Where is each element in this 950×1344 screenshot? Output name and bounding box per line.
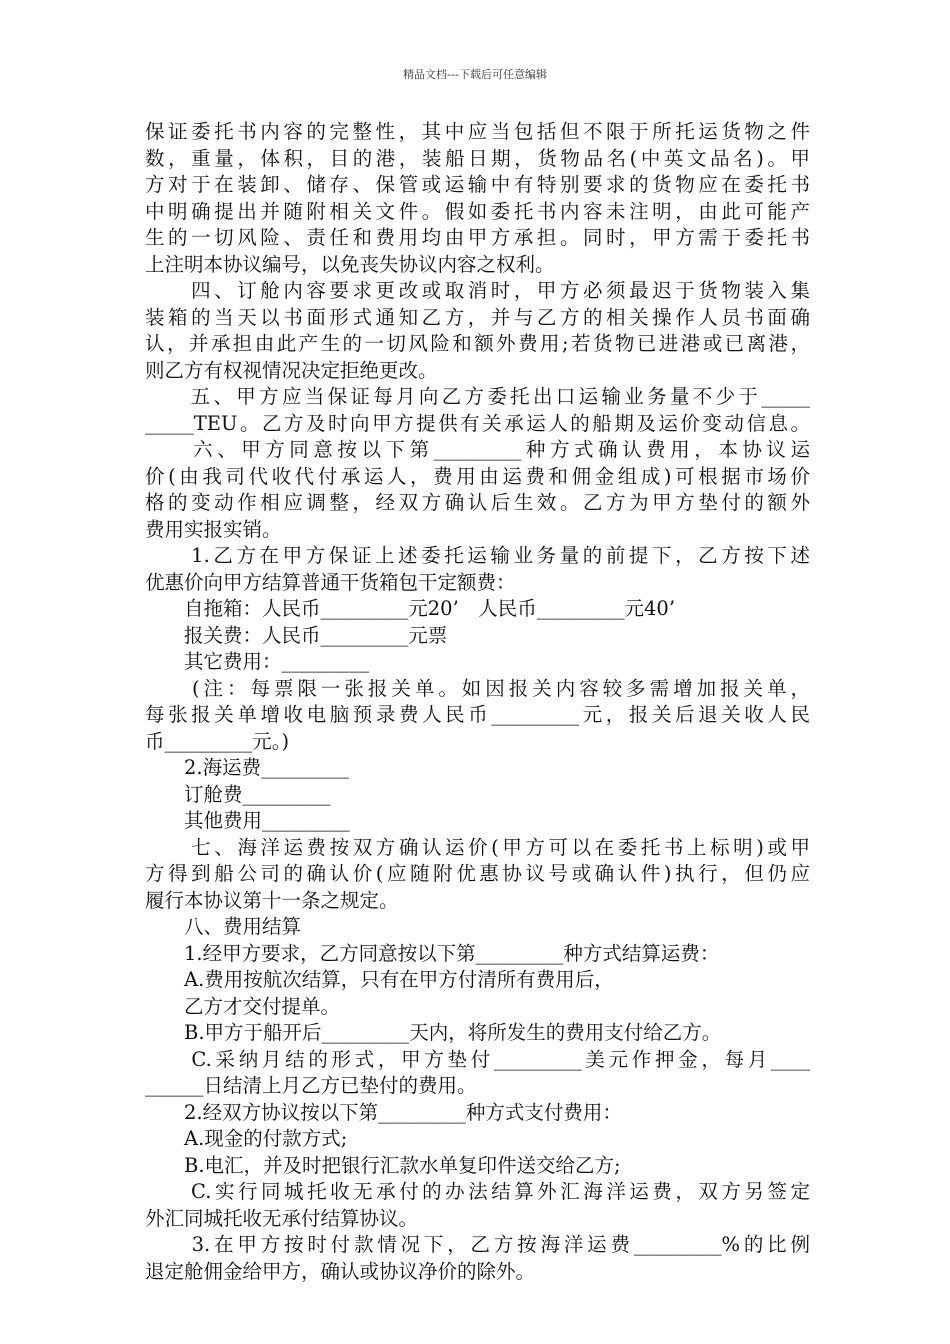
text-line: 方对于在装卸、储存、保管或运输中有特别要求的货物应在委托书 [145,173,810,196]
text-line: 1.乙方在甲方保证上述委托运输业务量的前提下，乙方按下述 [145,544,810,567]
text-line: 价(由我司代收代付承运人，费用由运费和佣金组成)可根据市场价 [145,464,810,488]
text-line: 格的变动作相应调整，经双方确认后生效。乙方为甲方垫付的额外 [145,491,810,514]
text-line: 四、订舱内容要求更改或取消时，甲方必须最迟于货物装入集 [145,279,810,302]
text-line: 五、甲方应当保证每月向乙方委托出口运输业务量不少于_____ [145,385,810,408]
text-line: 保证委托书内容的完整性，其中应当包括但不限于所托运货物之件 [145,120,810,143]
text-line: 则乙方有权视情况决定拒绝更改。 [145,358,438,382]
text-line: ______日结清上月乙方已垫付的费用。 [145,1074,477,1097]
text-line: (注：每票限一张报关单。如因报关内容较多需增加报关单， [145,676,810,700]
page-header: 精品文档---下载后可任意编辑 [403,68,547,81]
text-line: 3.在甲方按时付款情况下，乙方按海洋运费_________%的比例 [145,1233,810,1256]
text-line: 报关费：人民币_________元票 [145,623,448,647]
text-line: B.电汇，并及时把银行汇款水单复印件送交给乙方; [145,1153,621,1177]
text-line: 每张报关单增收电脑预录费人民币_________元，报关后退关收人民 [145,703,810,726]
text-line: 履行本协议第十一条之规定。 [145,888,399,912]
text-line: B.甲方于船开后_________天内，将所发生的费用支付给乙方。 [145,1021,722,1044]
text-line: 外汇同城托收无承付结算协议。 [145,1206,419,1230]
text-line: 费用实报实销。 [145,517,282,541]
text-line: A.费用按航次结算，只有在甲方付清所有费用后， [145,968,614,991]
text-line: 自拖箱：人民币_________元20’ 人民币_________元40’ [145,597,676,620]
text-line: 八、费用结算 [145,915,302,938]
text-line: 1.经甲方要求，乙方同意按以下第_________种方式结算运费： [145,941,720,965]
text-line: _____TEU。乙方及时向甲方提供有关承运人的船期及运价变动信息。 [145,411,810,435]
text-line: 币_________元。) [145,729,290,753]
text-line: 装箱的当天以书面形式通知乙方，并与乙方的相关操作人员书面确 [145,305,810,329]
text-line: 方得到船公司的确认价(应随附优惠协议号或确认件)执行，但仍应 [145,862,810,885]
text-line: 中明确提出并随附相关文件。假如委托书内容未注明，由此可能产 [145,199,810,223]
text-line: 其它费用：_________ [145,650,370,673]
text-line: 其他费用_________ [145,809,350,832]
text-line: 七、海洋运费按双方确认运价(甲方可以在委托书上标明)或甲 [145,835,810,859]
text-line: 六、甲方同意按以下第_________种方式确认费用，本协议运 [145,438,810,461]
text-line: A.现金的付款方式; [145,1127,348,1150]
text-line: C.实行同城托收无承付的办法结算外汇海洋运费，双方另签定 [145,1180,810,1203]
text-line: 数，重量，体积，目的港，装船日期，货物品名(中英文品名)。甲 [145,146,810,170]
text-line: 订舱费_________ [145,782,331,806]
text-line: C.采纳月结的形式，甲方垫付_________美元作押金，每月____ [145,1047,810,1071]
text-line: 生的一切风险、责任和费用均由甲方承担。同时，甲方需于委托书 [145,226,810,249]
text-line: 优惠价向甲方结算普通干货箱包干定额费： [145,570,516,594]
text-line: 退定舱佣金给甲方，确认或协议净价的除外。 [145,1259,536,1283]
text-line: 2.海运费_________ [145,756,349,779]
document-body [145,119,810,1285]
text-line: 认，并承担由此产生的一切风险和额外费用;若货物已进港或已离港， [145,332,810,355]
text-line: 2.经双方协议按以下第_________种方式支付费用： [145,1100,622,1124]
text-line: 上注明本协议编号，以免丧失协议内容之权利。 [145,252,555,276]
text-line: 乙方才交付提单。 [145,994,341,1018]
